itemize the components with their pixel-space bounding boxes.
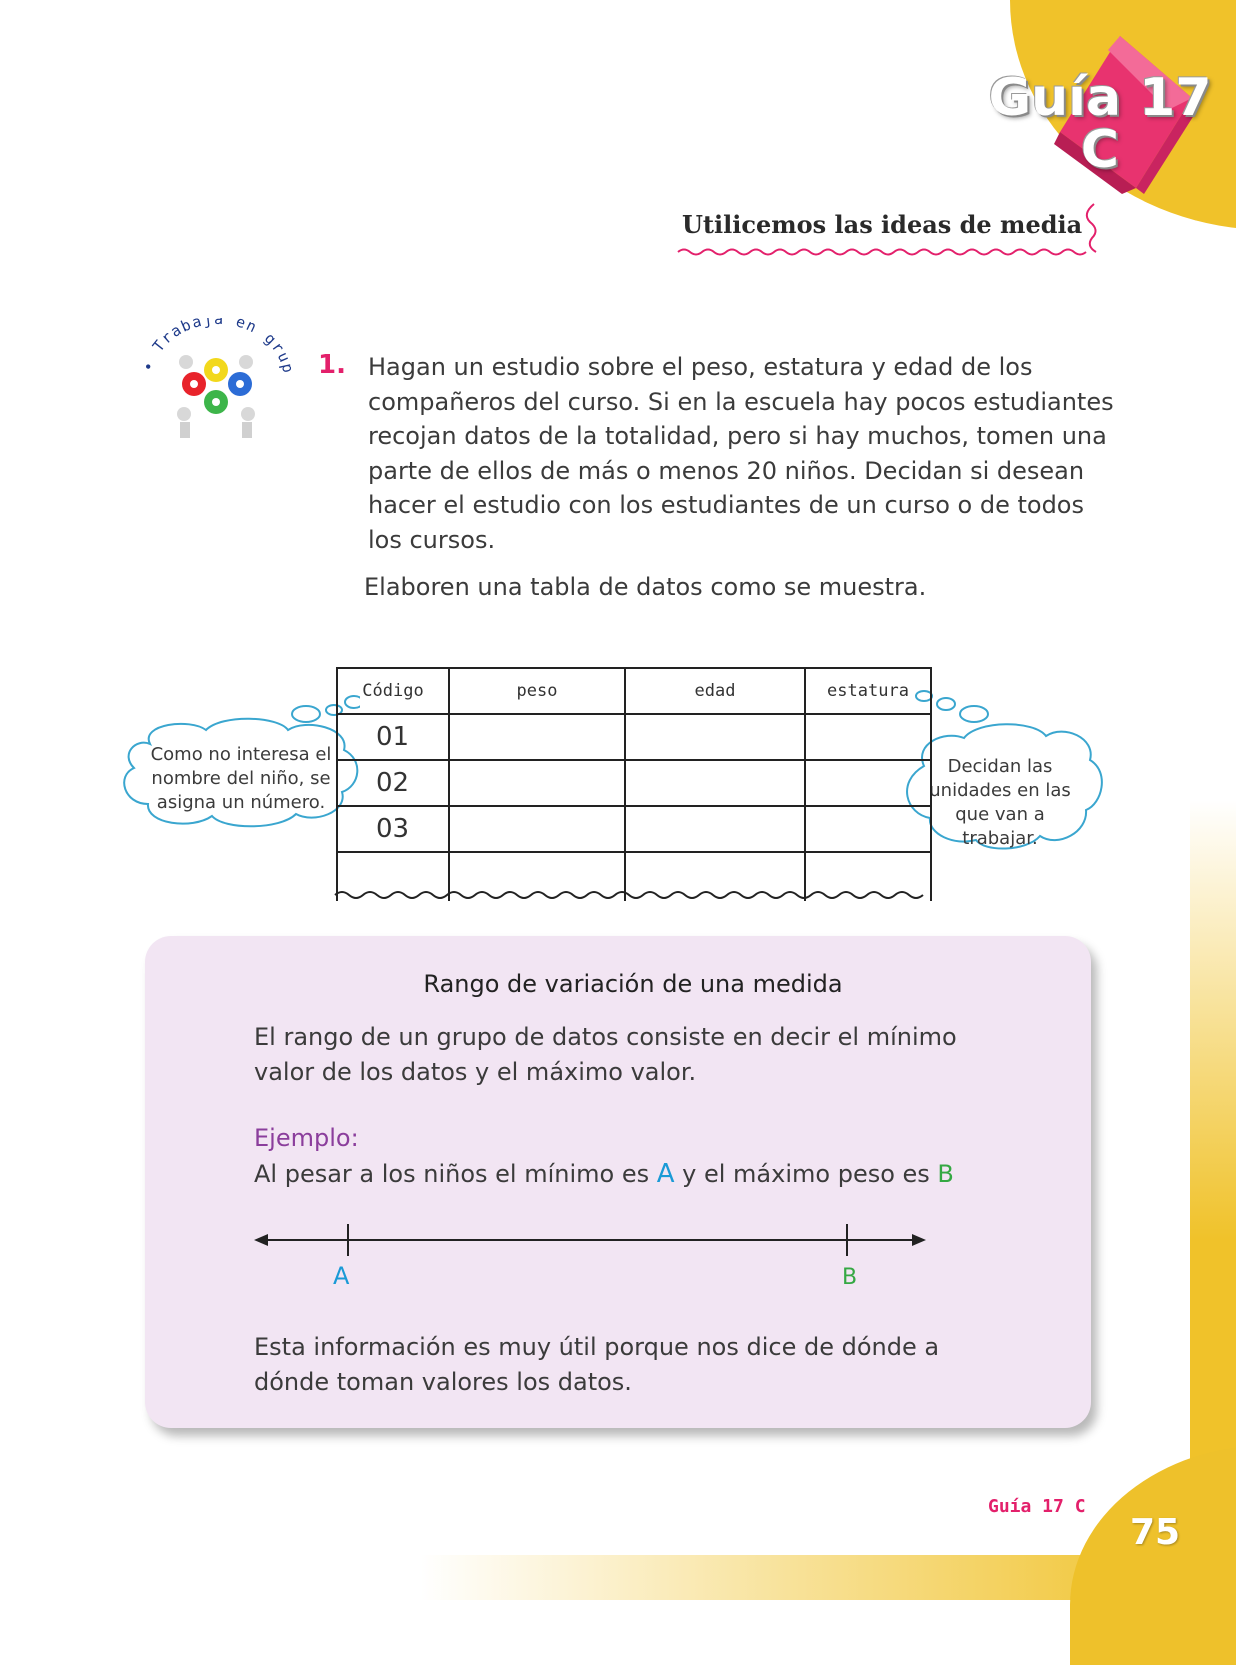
table-row <box>337 714 931 760</box>
example-point-b: B <box>937 1160 954 1188</box>
estatura-cell <box>805 714 931 760</box>
estatura-cell <box>805 760 931 806</box>
example-label: Ejemplo: <box>254 1124 359 1152</box>
table-torn-edge <box>333 888 935 902</box>
edad-cell <box>625 714 805 760</box>
number-line <box>250 1222 930 1262</box>
info-title: Rango de variación de una medida <box>423 970 843 998</box>
peso-cell <box>449 714 625 760</box>
gears-people-icon <box>138 318 298 448</box>
table-row <box>337 760 931 806</box>
number-line-label-b: B <box>842 1265 858 1290</box>
example-prefix: Al pesar a los niños el mínimo es <box>254 1160 657 1188</box>
bottom-gradient-decoration <box>420 1555 1120 1600</box>
code-cell: 02 <box>337 760 449 806</box>
table-row <box>337 806 931 852</box>
column-header-estatura: estatura <box>805 668 931 714</box>
column-header-codigo: Código <box>337 668 449 714</box>
number-line-label-a: A <box>333 1262 350 1290</box>
right-arrow-icon <box>912 1234 926 1246</box>
info-definition: El rango de un grupo de datos consiste en decir el mínimo valor de los datos y el máximo valor. <box>254 1023 957 1086</box>
guide-title <box>980 68 1220 180</box>
exercise-number: 1. <box>318 350 346 380</box>
peso-cell <box>449 806 625 852</box>
example-point-a: A <box>656 1159 675 1189</box>
left-cloud-text: Como no interesa el nombre del niño, se asigna un número. <box>150 744 332 813</box>
example-sentence <box>254 1159 954 1189</box>
code-cell: 01 <box>337 714 449 760</box>
section-title-underline <box>676 200 1106 262</box>
left-arrow-icon <box>254 1234 268 1246</box>
footer-guide-label: Guía 17 C <box>988 1496 1086 1517</box>
guide-title-line1: Guía 17 <box>988 68 1212 128</box>
exercise-text: Hagan un estudio sobre el peso, estatura y edad de los compañeros del curso. Si en la escuela hay pocos estudiantes recojan datos de la totalidad, pero si hay muchos, tomen una parte de ellos de más o menos 20 niños. Decidan si desean hacer el estudio con los estudiantes de un curso o de todos los cursos. <box>368 353 1114 554</box>
group-work-badge <box>138 318 298 452</box>
page-number: 75 <box>1130 1512 1181 1553</box>
right-cloud-text: Decidan las unidades en las que van a trabajar. <box>929 756 1071 849</box>
table-header-row <box>337 668 931 714</box>
data-table <box>336 667 932 901</box>
table-intro-text: Elaboren una tabla de datos como se muestra. <box>364 573 927 601</box>
guide-title-line2: C <box>1080 120 1120 180</box>
peso-cell <box>449 760 625 806</box>
badge-label: • Trabaja en grup <box>138 318 298 376</box>
column-header-peso: peso <box>449 668 625 714</box>
example-middle: y el máximo peso es <box>674 1160 938 1188</box>
edad-cell <box>625 806 805 852</box>
bottom-corner-decoration <box>1070 1445 1236 1665</box>
estatura-cell <box>805 806 931 852</box>
edad-cell <box>625 760 805 806</box>
info-conclusion: Esta información es muy útil porque nos dice de dónde a dónde toman valores los datos. <box>254 1333 940 1396</box>
column-header-edad: edad <box>625 668 805 714</box>
code-cell: 03 <box>337 806 449 852</box>
section-title: Utilicemos las ideas de media <box>682 210 1083 239</box>
